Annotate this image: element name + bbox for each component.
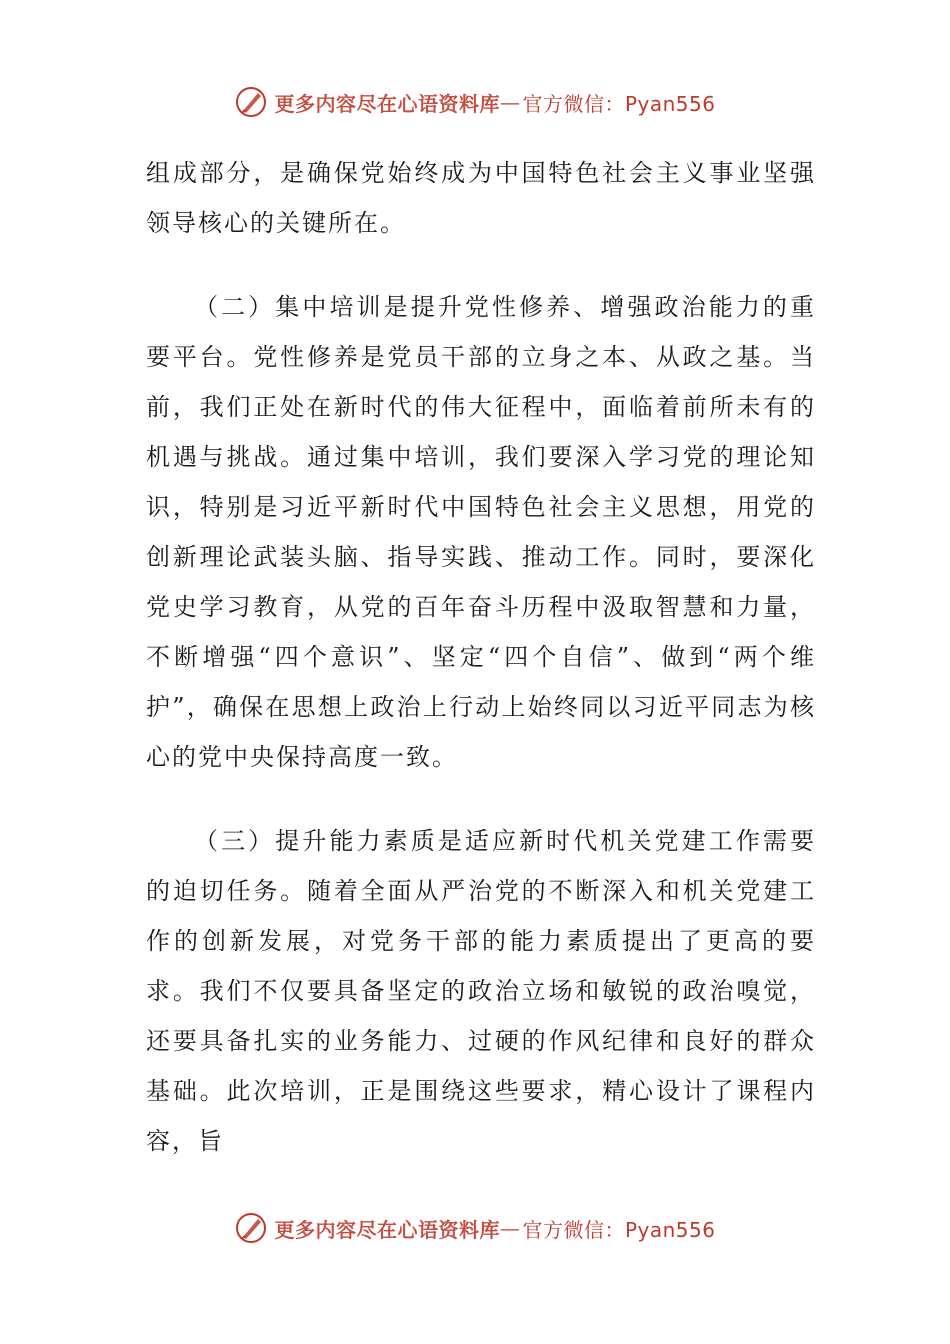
document-body	[146, 148, 816, 1200]
paragraph-section-2: （二）集中培训是提升党性修养、增强政治能力的重要平台。党性修养是党员干部的立身之本、从政之基。当前，我们正处在新时代的伟大征程中，面临着前所未有的机遇与挑战。通过集中培训，我们要深入学习党的理论知识，特别是习近平新时代中国特色社会主义思想，用党的创新理论武装头脑、指导实践、推动工作。同时，要深化党史学习教育，从党的百年奋斗历程中汲取智慧和力量，不断增强“四个意识”、坚定“四个自信”、做到“两个维护”，确保在思想上政治上行动上始终同以习近平同志为核心的党中央保持高度一致。	[146, 293, 816, 771]
header-brand-text: 更多内容尽在心语资料库	[274, 91, 500, 116]
footer-dash: —	[499, 1216, 521, 1240]
paragraph-section-3: （三）提升能力素质是适应新时代机关党建工作需要的迫切任务。随着全面从严治党的不断深入和机关党建工作的创新发展，对党务干部的能力素质提出了更高的要求。我们不仅要具备坚定的政治立场和敏锐的政治嗅觉，还要具备扎实的业务能力、过硬的作风纪律和良好的群众基础。此次培训，正是围绕这些要求，精心设计了课程内容，旨	[146, 827, 816, 1155]
footer-banner	[0, 1208, 950, 1248]
header-dash: —	[499, 90, 521, 114]
quill-pen-logo-icon	[234, 1211, 268, 1245]
header-wechat-text: 官方微信：Pyan556	[522, 91, 716, 116]
footer-wechat-text: 官方微信：Pyan556	[522, 1217, 716, 1242]
footer-brand-text: 更多内容尽在心语资料库	[274, 1217, 500, 1242]
quill-pen-logo-icon	[234, 85, 268, 119]
header-banner	[0, 82, 950, 122]
continued-paragraph: 组成部分，是确保党始终成为中国特色社会主义事业坚强领导核心的关键所在。	[146, 159, 816, 237]
